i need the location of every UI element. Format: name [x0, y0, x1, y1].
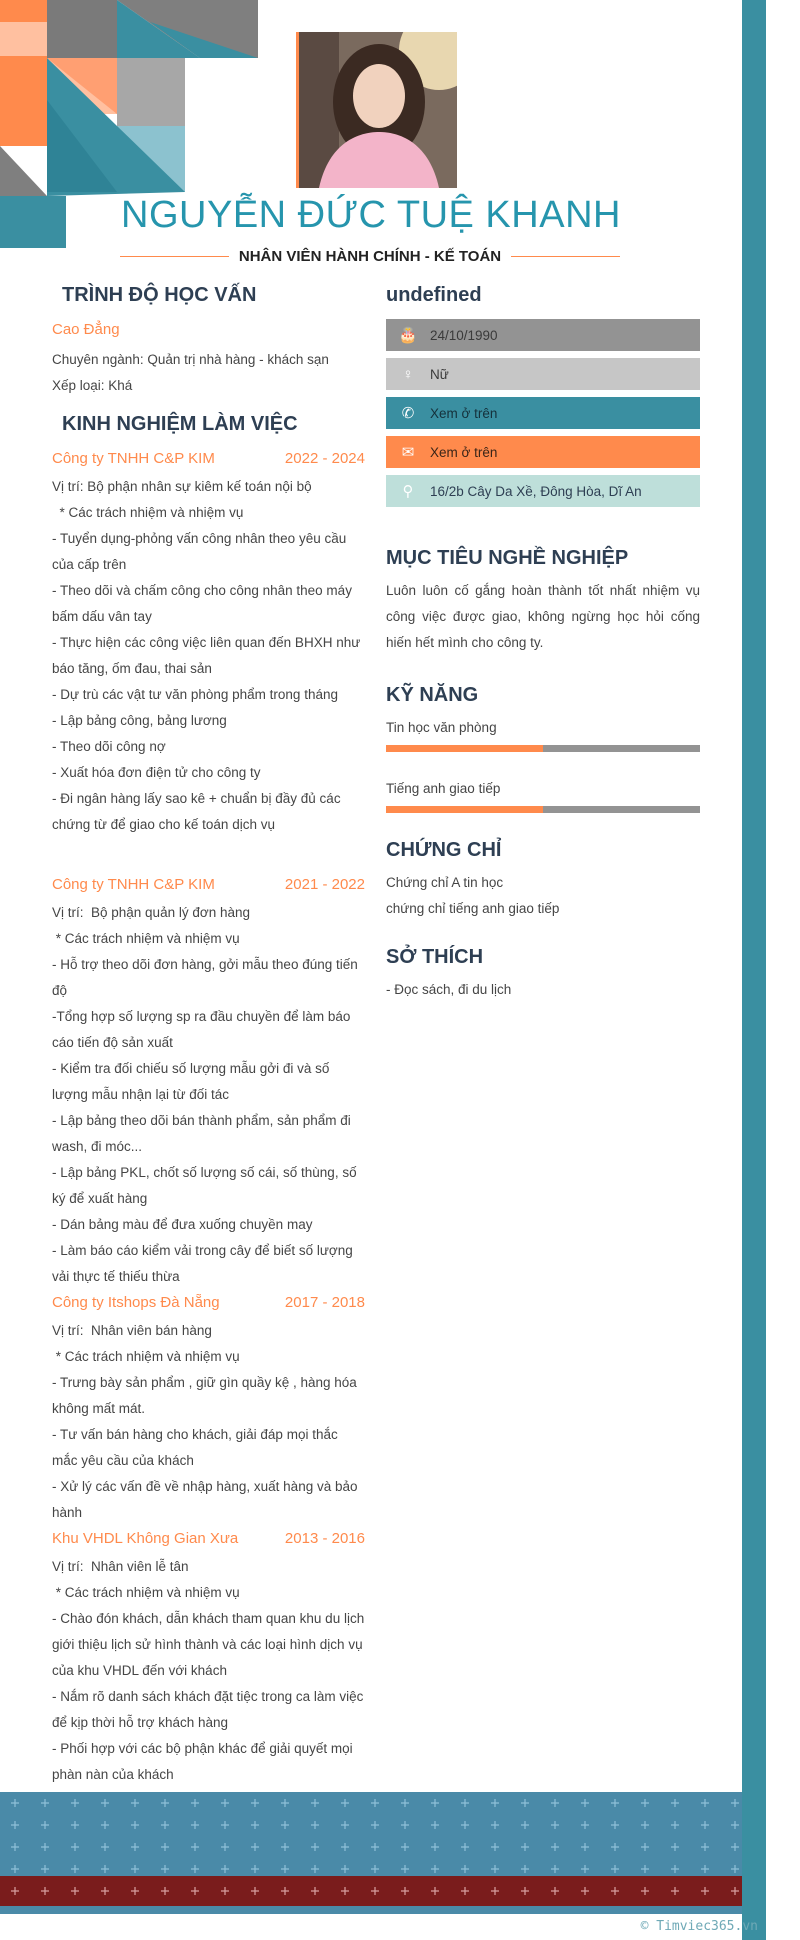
phone-icon: ✆ — [401, 405, 415, 422]
skill-bar-fill — [386, 745, 543, 752]
job-period: 2022 - 2024 — [284, 450, 365, 467]
contact-list — [386, 319, 700, 507]
cake-icon: 🎂 — [398, 327, 418, 344]
right-teal-strip — [742, 0, 766, 1940]
location-icon: ⚲ — [402, 483, 414, 500]
contact-value: 16/2b Cây Da Xề, Đông Hòa, Dĩ An — [430, 483, 642, 499]
contact-value: 24/10/1990 — [430, 327, 498, 343]
skill-name: Tiếng anh giao tiếp — [386, 781, 501, 796]
job-period: 2013 - 2016 — [284, 1530, 365, 1547]
contact-value: Nữ — [430, 366, 449, 382]
job-details: Vị trí: Nhân viên lễ tân * Các trách nhiệm và nhiệm vụ - Chào đón khách, dẫn khách tham quan khu du lịch giới thiệu lịch sử hình thành và các loại hình dịch vụ của khu VHDL đến với khách - Nắm rõ danh sách khách đặt tiệc trong ca làm việc để kịp thời hỗ trợ khách hàng - Phối hợp với các bộ phận khác để giải quyết mọi phàn nàn của khách — [52, 1559, 365, 1782]
info-heading: undefined — [386, 284, 482, 306]
education-heading: TRÌNH ĐỘ HỌC VẤN — [62, 284, 257, 306]
gender-icon: ♀ — [402, 365, 414, 383]
job-header — [52, 1526, 365, 1552]
footer-pattern — [0, 1792, 742, 1914]
left-column — [52, 284, 365, 1788]
profile-photo — [296, 32, 457, 188]
objective-heading: MỤC TIÊU NGHỀ NGHIỆP — [386, 547, 629, 569]
job-details: Vị trí: Bộ phận nhân sự kiêm kế toán nội bộ * Các trách nhiệm và nhiệm vụ - Tuyển dụng-phỏng vấn công nhân theo yêu cầu của cấp trên - Theo dõi và chấm công cho công nhân theo máy bấm dấu vân tay - Thực hiện các công việc liên quan đến BHXH như báo tăng, ốm đau, thai sản - Dự trù các vật tư văn phòng phẩm trong tháng - Lập bảng công, bảng lương - Theo dõi công nợ - Xuất hóa đơn điện tử cho công ty - Đi ngân hàng lấy sao kê + chuẩn bị đầy đủ các chứng từ để giao cho kế toán dịch vụ — [52, 479, 361, 832]
certificates-heading: CHỨNG CHỈ — [386, 839, 502, 861]
mail-icon: ✉ — [401, 444, 415, 461]
hobbies-text: - Đọc sách, đi du lịch — [386, 982, 512, 997]
job-header — [52, 872, 365, 898]
job-title-row — [120, 248, 620, 265]
certificates-text: Chứng chỉ A tin học chứng chỉ tiếng anh giao tiếp — [386, 875, 560, 916]
skills-heading: KỸ NĂNG — [386, 684, 479, 706]
skill-list — [386, 717, 700, 813]
job-company: Công ty TNHH C&P KIM — [52, 450, 215, 467]
job-details: Vị trí: Nhân viên bán hàng * Các trách nhiệm và nhiệm vụ - Trưng bày sản phẩm , giữ gìn quầy kệ , hàng hóa không mất mát. - Tư vấn bán hàng cho khách, giải đáp mọi thắc mắc yêu cầu của khách - Xử lý các vấn đề về nhập hàng, xuất hàng và bảo hành — [52, 1323, 358, 1520]
contact-value: Xem ở trên — [430, 405, 498, 421]
education-details: Chuyên ngành: Quản trị nhà hàng - khách sạn Xếp loại: Khá — [52, 352, 329, 393]
skill-name: Tin học văn phòng — [386, 720, 497, 735]
job-header — [52, 1290, 365, 1316]
skill-bar — [386, 745, 700, 752]
right-column — [386, 284, 704, 1003]
contact-value: Xem ở trên — [430, 444, 498, 460]
hobbies-heading: SỞ THÍCH — [386, 946, 484, 968]
job-period: 2021 - 2022 — [284, 876, 365, 893]
contact-item — [386, 319, 700, 351]
education-school: Cao Đẳng — [52, 321, 120, 338]
job-company: Công ty TNHH C&P KIM — [52, 876, 215, 893]
contact-item — [386, 436, 700, 468]
contact-item — [386, 397, 700, 429]
job-company: Khu VHDL Không Gian Xưa — [52, 1530, 239, 1547]
divider-right — [511, 256, 620, 257]
divider-left — [120, 256, 229, 257]
job-header — [52, 446, 365, 472]
job-entry — [52, 446, 365, 838]
contact-item — [386, 475, 700, 507]
job-entry — [52, 872, 365, 1290]
skill-bar-fill — [386, 806, 543, 813]
candidate-name: NGUYỄN ĐỨC TUỆ KHANH — [121, 194, 621, 236]
job-period: 2017 - 2018 — [284, 1294, 365, 1311]
job-title: NHÂN VIÊN HÀNH CHÍNH - KẾ TOÁN — [238, 248, 502, 265]
experience-heading: KINH NGHIỆM LÀM VIỆC — [62, 413, 298, 435]
objective-text: Luôn luôn cố gắng hoàn thành tốt nhất nhiệm vụ công việc được giao, không ngừng học hỏi cống hiến hết mình cho công ty. — [386, 583, 704, 650]
watermark: © Timviec365.vn — [640, 1919, 758, 1934]
job-details: Vị trí: Bộ phận quản lý đơn hàng * Các trách nhiệm và nhiệm vụ - Hỗ trợ theo dõi đơn hàng, gởi mẫu theo đúng tiến độ -Tổng hợp số lượng sp ra đầu chuyền để làm báo cáo tiến độ sản xuất - Kiểm tra đối chiếu số lượng mẫu gởi đi và số lượng mẫu nhận lại từ đối tác - Lập bảng theo dõi bán thành phẩm, sản phẩm đi wash, đi móc... - Lập bảng PKL, chốt số lượng số cái, số thùng, số ký để xuất hàng - Dán bảng màu để đưa xuống chuyền may - Làm báo cáo kiểm vải trong cây để biết số lượng vải thực tế thiếu thừa — [52, 905, 358, 1284]
job-company: Công ty Itshops Đà Nẵng — [52, 1294, 220, 1311]
job-entry — [52, 1290, 365, 1526]
job-entry — [52, 1526, 365, 1788]
skill-bar — [386, 806, 700, 813]
contact-item — [386, 358, 700, 390]
